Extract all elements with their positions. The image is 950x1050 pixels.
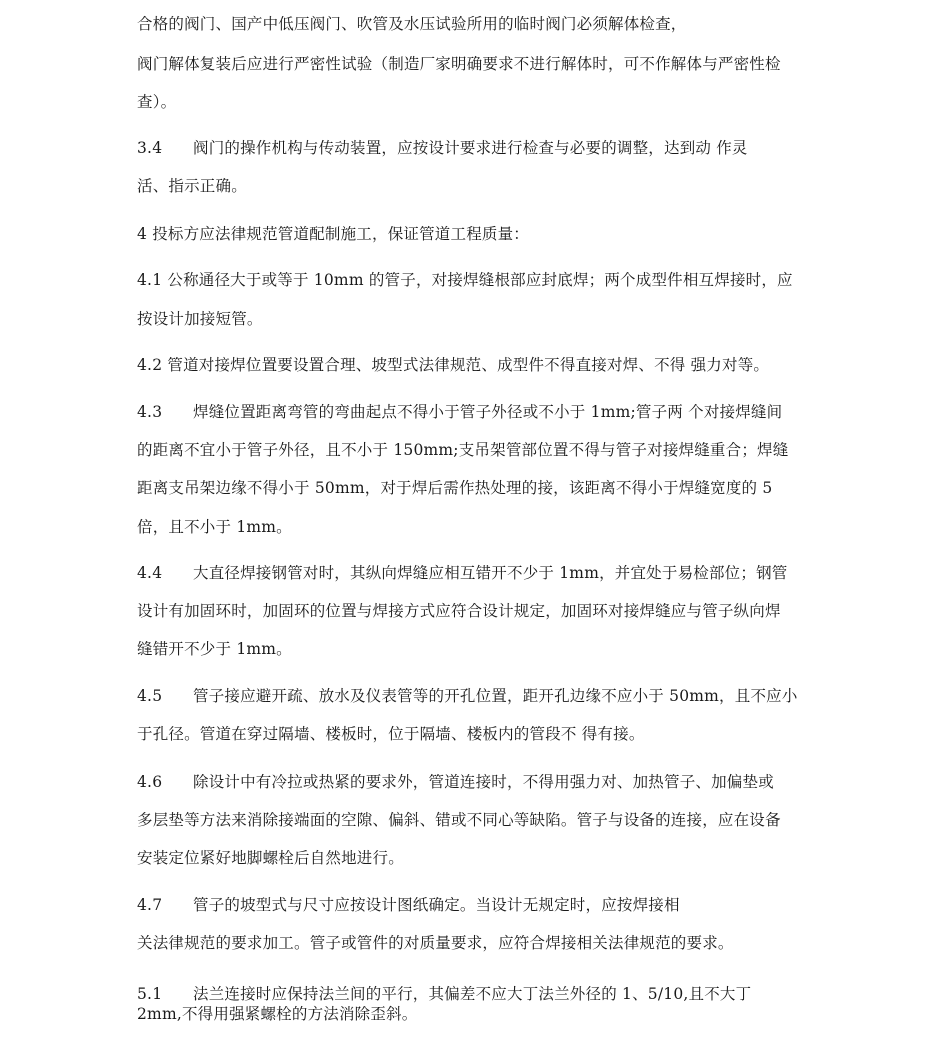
section-4-6-line: 4.6 除设计中有冷拉或热紧的要求外，管道连接时，不得用强力对、加热管子、加偏垫或 [137,773,774,791]
text-line: 倍，且不小于 1mm。 [137,518,292,536]
text-line: 活、指示正确。 [137,177,247,195]
section-4-4-line: 4.4 大直径焊接钢管对时，其纵向焊缝应相互错开不少于 1mm，并宜处于易检部位；钢管 [137,564,788,582]
text-line: 2mm,不得用强紧螺栓的方法消除歪斜。 [137,1005,418,1023]
section-number: 4.4 [137,564,163,582]
text-line: 设计有加固环时，加固环的位置与焊接方式应符合设计规定，加固环对接焊缝应与管子纵向焊 [137,602,781,620]
section-4-3-line: 4.3 焊缝位置距离弯管的弯曲起点不得小于管子外径或不小于 1mm;管子两 个对接焊缝间 [137,403,783,421]
section-number: 5.1 [137,985,163,1003]
section-3-4-line: 3.4 阀门的操作机构与传动装置，应按设计要求进行检查与必要的调整，达到动 作灵 [137,139,748,157]
text-line: 的距离不宜小于管子外径，且不小于 150mm;支吊架管部位置不得与管子对接焊缝重合；焊缝 [137,441,789,459]
text-line: 阀门解体复装后应进行严密性试验（制造厂家明确要求不进行解体时，可不作解体与严密性检 [137,55,781,73]
text-line: 多层垫等方法来消除接端面的空隙、偏斜、错或不同心等缺陷。管子与设备的连接，应在设备 [137,811,781,829]
section-4-1-line: 4.1 公称通径大于或等于 10mm 的管子，对接焊缝根部应封底焊；两个成型件相互焊接时，应 [137,271,793,289]
text-line: 距离支吊架边缘不得小于 50mm，对于焊后需作热处理的接，该距离不得小于焊缝宽度的 5 [137,479,773,497]
section-4-5-line: 4.5 管子接应避开疏、放水及仪表管等的开孔位置，距开孔边缘不应小于 50mm，且不应小 [137,687,798,705]
text-line: 按设计加接短管。 [137,310,263,328]
text-line: 查）。 [137,93,177,111]
section-number: 4.7 [137,896,163,914]
text-line: 关法律规范的要求加工。管子或管件的对质量要求，应符合焊接相关法律规范的要求。 [137,934,734,952]
section-number: 3.4 [137,139,163,157]
text-line: 安装定位紧好地脚螺栓后自然地进行。 [137,849,404,867]
section-4-7-line: 4.7 管子的坡型式与尺寸应按设计图纸确定。当设计无规定时，应按焊接相 [137,896,680,914]
text-line: 于孔径。管道在穿过隔墙、楼板时，位于隔墙、楼板内的管段不 得有接。 [137,725,645,743]
section-number: 4.6 [137,773,163,791]
section-4-2-line: 4.2 管道对接焊位置要设置合理、坡型式法律规范、成型件不得直接对焊、不得 强力对等。 [137,356,770,374]
section-number: 4.3 [137,403,163,421]
text-line: 缝错开不少于 1mm。 [137,640,292,658]
section-number: 4.5 [137,687,163,705]
section-5-1-line: 5.1 法兰连接时应保持法兰间的平行，其偏差不应大丁法兰外径的 1、5/10,且不大丁 [137,985,752,1003]
text-line: 合格的阀门、国产中低压阀门、吹管及水压试验所用的临时阀门必须解体检查， [137,15,687,33]
section-4-heading: 4 投标方应法律规范管道配制施工，保证管道工程质量： [137,225,529,243]
